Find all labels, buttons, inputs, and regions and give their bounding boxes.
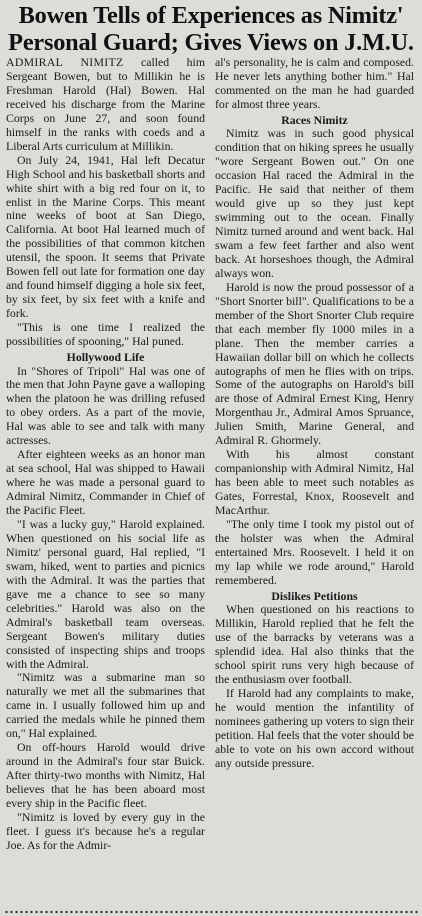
- paragraph-text: "I was a lucky guy," Harold explained. When questioned on his social life as Nimitz' personal guard, Hal replied, "I swam, hiked, went to parties and picnics with the Admiral. It was the parties that gave me a chance to see so many celebrities." Harold was also on the Admiral's basketball team overseas. Sergeant Bowen's military duties consisted of inspecting ships and troops with the Admiral.: [6, 517, 205, 671]
- paragraph-text: On off-hours Harold would drive around in the Admiral's four star Buick. After thirty-two months with Nimitz, Hal believes that he has been aboard most every ship in the Pacific fleet.: [6, 740, 205, 811]
- section-heading: Hollywood Life: [66, 350, 145, 365]
- paragraph-text: When questioned on his reactions to Millikin, Harold replied that he felt the use of the barracks by veterans was a splendid idea. Hal also thinks that the school spirit runs very high because of the enthusiasm over football.: [215, 602, 414, 687]
- section-heading: Dislikes Petitions: [271, 588, 358, 603]
- paragraph-text: On July 24, 1941, Hal left Decatur High School and his basketball shorts and white shirt with a big red four on it, to enlist in the Marine Corps. This meant nine weeks of boot at San Diego, California. At boot Hal learned much of the possibilities of that common kitchen utensil, the spoon. It seems that Private Bowen fell out late for formation one day and found himself digging a hole six feet, by six feet, by six feet with a knife and fork.: [6, 152, 205, 321]
- paragraph: [215, 603, 414, 687]
- paragraph: [215, 687, 414, 771]
- left-column: [6, 56, 205, 853]
- section-heading: Races Nimitz: [281, 112, 348, 127]
- paragraph: [215, 127, 414, 280]
- paragraph: [6, 448, 205, 518]
- paragraph-text: "This is one time I realized the possibilities of spooning," Hal puned.: [6, 320, 205, 349]
- paragraph-text: "The only time I took my pistol out of the holster was when the Admiral entertained Mrs. Roosevelt. I held it on my lap while we rode around," Harold remembered.: [215, 517, 414, 587]
- paragraph: [6, 518, 205, 671]
- paragraph-text: al's personality, he is calm and composed. He never lets anything bother him." Hal commented on the man he had guarded for almost three years.: [215, 55, 414, 111]
- paragraph: [6, 321, 205, 349]
- paragraph-text: In "Shores of Tripoli" Hal was one of the men that John Payne gave a walloping when the platoon he was drilling refused to obey orders. As a part of the movie, Hal was able to see and talk with many actresses.: [6, 363, 205, 448]
- paragraph: [6, 365, 205, 449]
- paragraph-text: called him Sergeant Bowen, but to Millikin he is Freshman Harold (Hal) Bowen. Hal received his discharge from the Marine Corps on June 27, and soon found himself in the ranks with coeds and a Liberal Arts curriculum at Millikin.: [6, 55, 205, 153]
- paragraph: [6, 741, 205, 811]
- paragraph: [215, 281, 414, 448]
- headline: Bowen Tells of Experiences as Nimitz' Personal Guard; Gives Views on J.M.U.: [8, 2, 414, 56]
- lead-in: ADMIRAL NIMITZ: [6, 55, 124, 69]
- paragraph-text: After eighteen weeks as an honor man at sea school, Hal was shipped to Hawaii where he was made a personal guard to Admiral Nimitz, Commander in Chief of the Pacific Fleet.: [6, 447, 205, 518]
- paragraph: [215, 518, 414, 588]
- right-column: [215, 56, 414, 771]
- paragraph: [215, 448, 414, 518]
- paragraph-text: "Nimitz is loved by every guy in the fleet. I guess it's because he's a regular Joe. As for the Admir-: [6, 810, 205, 852]
- paragraph: [6, 154, 205, 321]
- paragraph: [6, 671, 205, 741]
- paragraph: [6, 56, 205, 154]
- article-body: [0, 56, 422, 908]
- paragraph-text: Harold is now the proud possessor of a "Short Snorter bill". Qualifications to be a member of the Short Snorter Club require that each member fly 1000 miles in a plane. Then the member carries a Hawaiian dollar bill on which he collects autographs of men he flies with on trips. Some of the autographs on Harold's bill are those of Admiral Ernest King, Henry Morgenthau Jr., Admiral Amos Spruance, Julien Smith, Marine General, and Admiral R. Ghormely.: [215, 279, 414, 448]
- paragraph: [215, 56, 414, 112]
- paragraph-text: "Nimitz was a submarine man so naturally we met all the submarines that came in. I usually followed him up and carried the medals while he pinned them on," Hal explained.: [6, 670, 205, 741]
- paragraph-text: If Harold had any complaints to make, he would mention the infantility of nominees gathering up voters to sign their petition. Hal feels that the voter should be able to vote on his own accord without any outside pressure.: [215, 685, 414, 770]
- paragraph: [6, 811, 205, 853]
- paragraph-text: With his almost constant companionship with Admiral Nimitz, Hal has been able to meet such notables as Gates, Forrestal, Knox, Roosevelt and MacArthur.: [215, 447, 414, 518]
- paragraph-text: Nimitz was in such good physical condition that on hiking sprees he usually "wore Sergeant Bowen out." On one occasion Hal raced the Admiral in the Pacific. He said that neither of them would give up so they just kept swimming out to the ocean. Finally Nimitz turned around and went back. Hal swam a few feet farther and also went back. At horseshoes though, the Admiral always won.: [215, 126, 414, 280]
- dotted-rule: [4, 910, 418, 914]
